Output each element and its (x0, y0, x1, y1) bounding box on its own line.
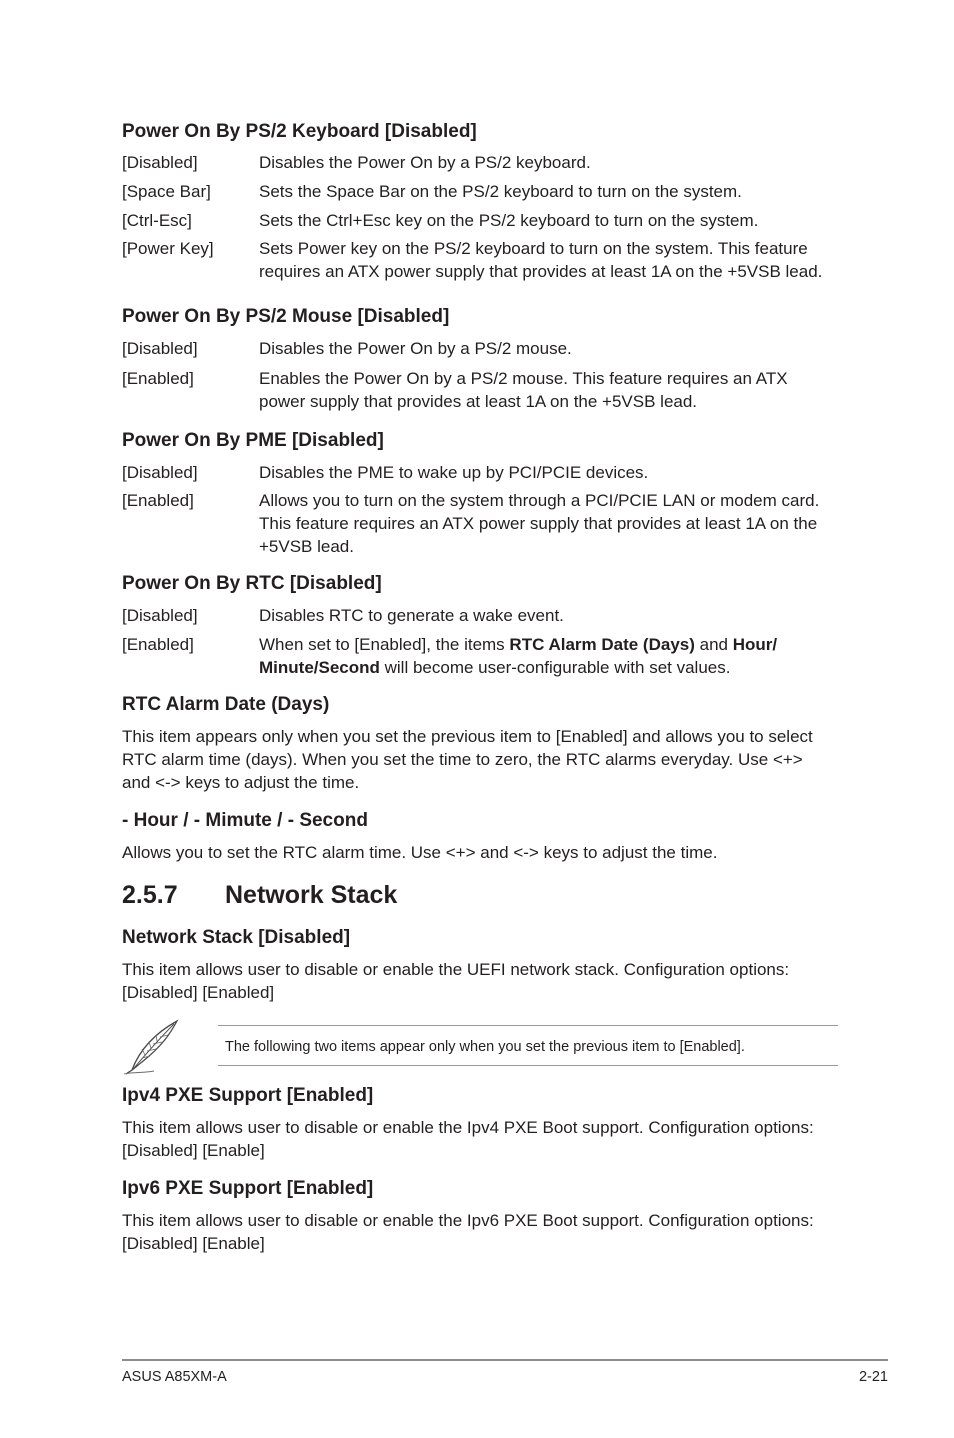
paragraph-line: RTC alarm time (days). When you set the time to zero, the RTC alarms everyday. Use <+> (122, 750, 803, 769)
section-title-keyboard: Power On By PS/2 Keyboard [Disabled] (122, 121, 477, 142)
option-label: [Enabled] (122, 635, 194, 654)
option-description: Allows you to turn on the system through a PCI/PCIE LAN or modem card. (259, 491, 820, 510)
option-label: [Enabled] (122, 491, 194, 510)
option-description: +5VSB lead. (259, 537, 354, 556)
section-title-pme: Power On By PME [Disabled] (122, 430, 384, 451)
option-description: Disables the PME to wake up by PCI/PCIE devices. (259, 463, 649, 482)
section-title-rtc: Power On By RTC [Disabled] (122, 573, 382, 594)
footer-rule (122, 1359, 888, 1361)
option-description: Enables the Power On by a PS/2 mouse. This feature requires an ATX (259, 369, 788, 388)
section-title-ipv4: Ipv4 PXE Support [Enabled] (122, 1085, 374, 1106)
option-description: requires an ATX power supply that provides at least 1A on the +5VSB lead. (259, 262, 823, 281)
chapter-title: Network Stack (225, 881, 398, 909)
option-description (259, 656, 730, 679)
section-title-mouse: Power On By PS/2 Mouse [Disabled] (122, 306, 450, 327)
footer-page-number: 2-21 (858, 1369, 888, 1385)
quill-note-icon (120, 1018, 182, 1076)
option-description: This feature requires an ATX power supply that provides at least 1A on the (259, 514, 818, 533)
option-description: Sets the Space Bar on the PS/2 keyboard to turn on the system. (259, 182, 742, 201)
option-label: [Disabled] (122, 463, 198, 482)
paragraph-line: [Disabled] [Enable] (122, 1234, 265, 1253)
section-title-network-stack: Network Stack [Disabled] (122, 927, 351, 948)
option-label: [Disabled] (122, 606, 198, 625)
desc-bold-item: Minute/Second (259, 658, 380, 677)
option-description: Sets Power key on the PS/2 keyboard to turn on the system. This feature (259, 239, 808, 258)
option-description: Sets the Ctrl+Esc key on the PS/2 keyboard to turn on the system. (259, 211, 759, 230)
option-label: [Disabled] (122, 339, 198, 358)
desc-text: and (694, 635, 733, 654)
option-description: Disables the Power On by a PS/2 keyboard. (259, 153, 591, 172)
paragraph-line: [Disabled] [Enabled] (122, 983, 275, 1002)
desc-text: will become user-configurable with set values. (379, 658, 731, 677)
desc-text: When set to [Enabled], the items (259, 635, 510, 654)
desc-bold-item: Hour/ (732, 635, 778, 654)
option-label: [Power Key] (122, 239, 214, 258)
section-title-hms: - Hour / - Mimute / - Second (122, 810, 368, 831)
section-title-rtc-alarm: RTC Alarm Date (Days) (122, 694, 330, 715)
option-description: Disables RTC to generate a wake event. (259, 606, 564, 625)
option-description (259, 633, 777, 656)
option-description: power supply that provides at least 1A on the +5VSB lead. (259, 392, 698, 411)
option-description: Disables the Power On by a PS/2 mouse. (259, 339, 572, 358)
option-label: [Space Bar] (122, 182, 211, 201)
option-label: [Ctrl-Esc] (122, 211, 192, 230)
note-text: The following two items appear only when you set the previous item to [Enabled]. (225, 1039, 745, 1055)
note-top-rule (218, 1025, 838, 1026)
paragraph-line: This item allows user to disable or enable the Ipv4 PXE Boot support. Configuration options: (122, 1118, 814, 1137)
option-label: [Disabled] (122, 153, 198, 172)
paragraph-line: Allows you to set the RTC alarm time. Use <+> and <-> keys to adjust the time. (122, 843, 718, 862)
chapter-number: 2.5.7 (122, 881, 178, 909)
paragraph-line: This item allows user to disable or enable the UEFI network stack. Configuration options: (122, 960, 790, 979)
option-label: [Enabled] (122, 369, 194, 388)
paragraph-line: [Disabled] [Enable] (122, 1141, 265, 1160)
section-title-ipv6: Ipv6 PXE Support [Enabled] (122, 1178, 374, 1199)
paragraph-line: This item appears only when you set the previous item to [Enabled] and allows you to select (122, 727, 813, 746)
paragraph-line: and <-> keys to adjust the time. (122, 773, 360, 792)
footer-product-name: ASUS A85XM-A (122, 1369, 227, 1385)
paragraph-line: This item allows user to disable or enable the Ipv6 PXE Boot support. Configuration options: (122, 1211, 814, 1230)
desc-bold-item: RTC Alarm Date (Days) (509, 635, 695, 654)
note-bottom-rule (218, 1065, 838, 1066)
